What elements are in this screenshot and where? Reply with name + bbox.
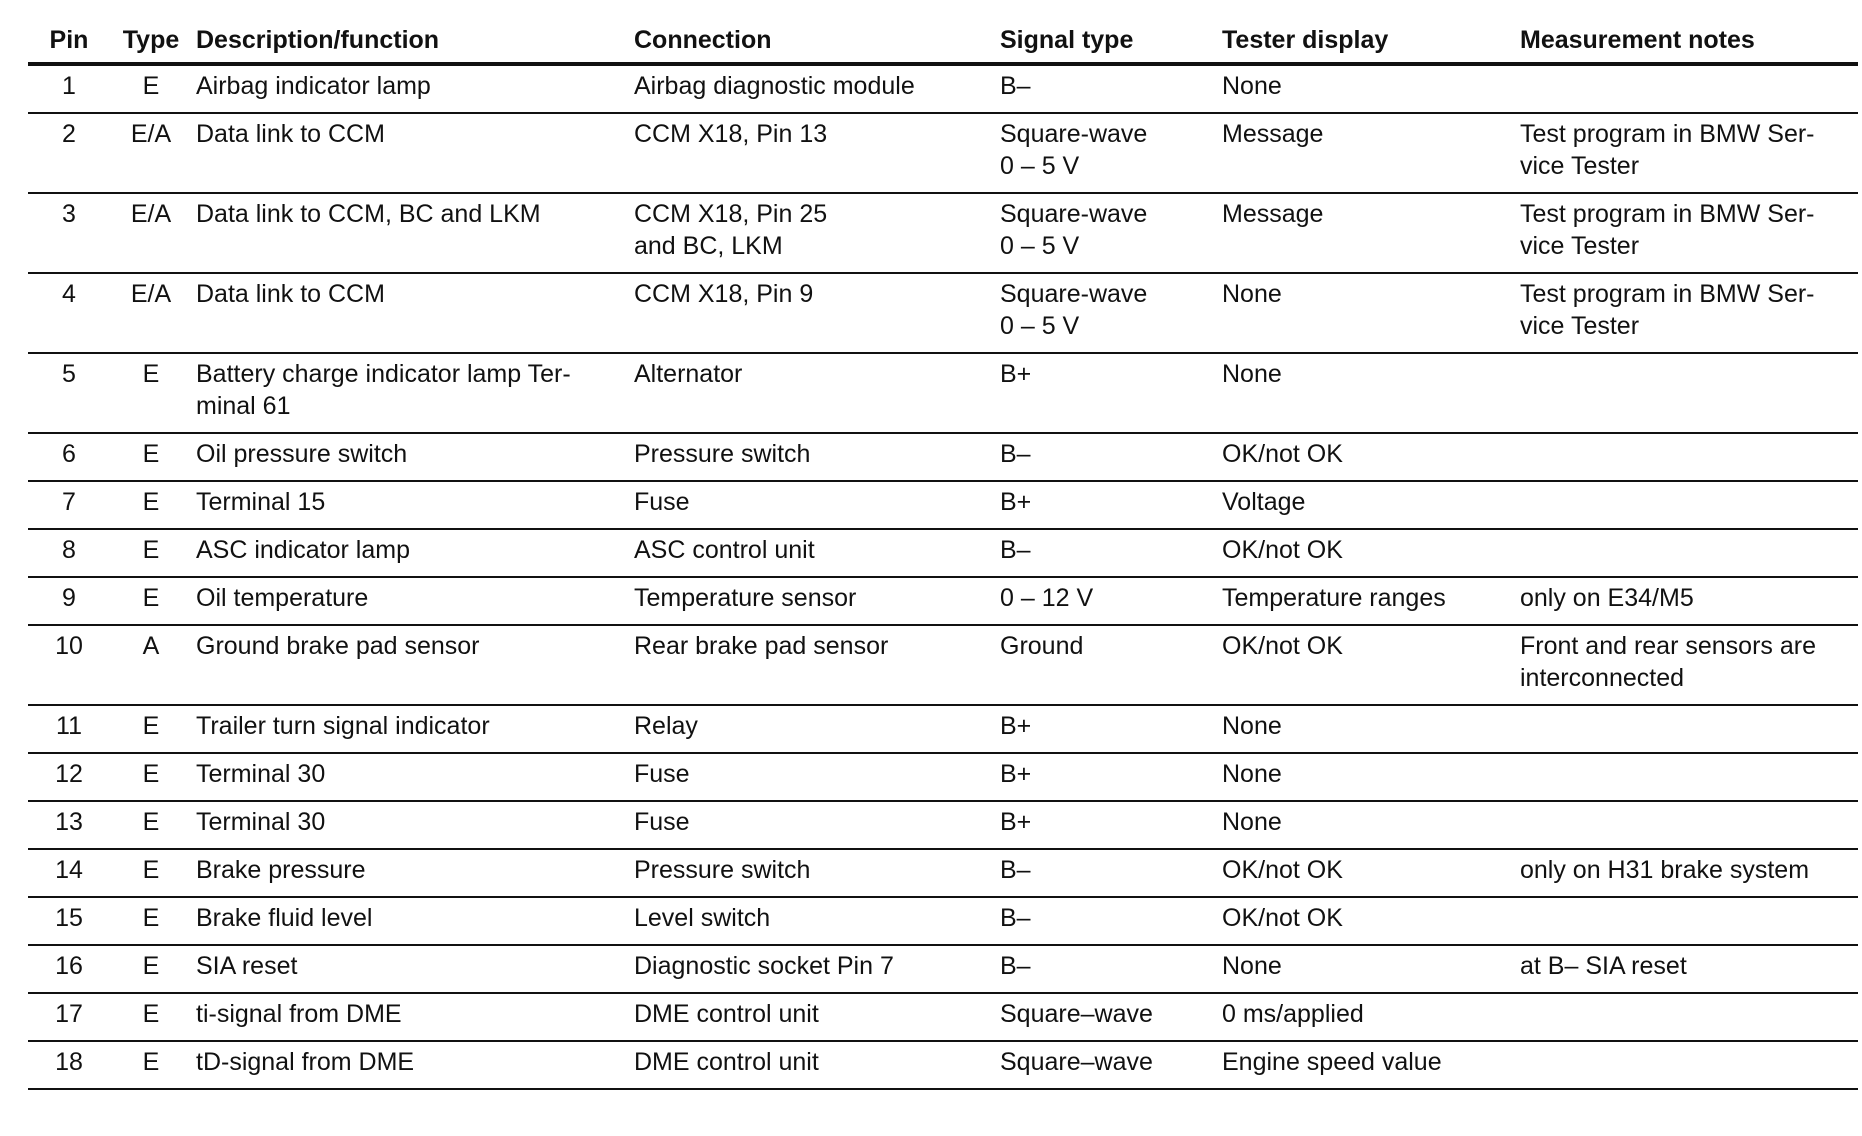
cell-connection — [630, 577, 996, 625]
cell-measurement-notes — [1516, 1041, 1858, 1089]
table-row — [28, 481, 1858, 529]
cell-connection-line: Airbag diagnostic module — [634, 72, 915, 100]
table-row — [28, 801, 1858, 849]
table-row — [28, 945, 1858, 993]
cell-description — [192, 353, 630, 433]
cell-connection-line: Rear brake pad sensor — [634, 632, 889, 660]
header-type: Type — [110, 14, 192, 64]
cell-tester-display — [1218, 753, 1516, 801]
cell-connection-line: CCM X18, Pin 13 — [634, 120, 828, 148]
table-row — [28, 993, 1858, 1041]
cell-pin: 3 — [28, 193, 110, 273]
cell-measurement-notes — [1516, 193, 1858, 273]
cell-signal-type — [996, 625, 1218, 705]
cell-signal-type-line: B+ — [1000, 360, 1032, 388]
cell-description — [192, 801, 630, 849]
cell-connection-line: Pressure switch — [634, 856, 811, 884]
cell-connection-line: Fuse — [634, 488, 690, 516]
cell-type: E — [110, 529, 192, 577]
cell-connection-line: Diagnostic socket Pin 7 — [634, 952, 894, 980]
cell-signal-type-line: Square–wave — [1000, 1000, 1153, 1028]
cell-pin: 4 — [28, 273, 110, 353]
cell-signal-type — [996, 273, 1218, 353]
cell-measurement-notes — [1516, 993, 1858, 1041]
cell-measurement-notes-line: Test program in BMW Ser- — [1520, 280, 1815, 308]
cell-connection — [630, 433, 996, 481]
cell-description — [192, 113, 630, 193]
table-row — [28, 273, 1858, 353]
cell-tester-display — [1218, 113, 1516, 193]
cell-type: E — [110, 433, 192, 481]
cell-tester-display-line: None — [1222, 360, 1282, 388]
cell-signal-type-line: 0 – 5 V — [1000, 232, 1080, 260]
cell-tester-display-line: None — [1222, 712, 1282, 740]
cell-type: E — [110, 577, 192, 625]
cell-connection — [630, 945, 996, 993]
cell-tester-display — [1218, 1041, 1516, 1089]
cell-measurement-notes-line: Front and rear sensors are — [1520, 632, 1816, 660]
cell-type: E — [110, 481, 192, 529]
cell-pin: 8 — [28, 529, 110, 577]
cell-pin: 15 — [28, 897, 110, 945]
cell-connection-line: and BC, LKM — [634, 232, 783, 260]
cell-measurement-notes-line: only on H31 brake system — [1520, 856, 1810, 884]
cell-tester-display — [1218, 897, 1516, 945]
cell-tester-display — [1218, 481, 1516, 529]
cell-tester-display — [1218, 945, 1516, 993]
cell-description — [192, 433, 630, 481]
cell-signal-type-line: 0 – 5 V — [1000, 152, 1080, 180]
cell-signal-type — [996, 1041, 1218, 1089]
cell-tester-display-line: None — [1222, 952, 1282, 980]
cell-tester-display — [1218, 801, 1516, 849]
cell-description-line: Brake fluid level — [196, 904, 373, 932]
cell-measurement-notes — [1516, 64, 1858, 113]
cell-connection-line: Pressure switch — [634, 440, 811, 468]
cell-connection — [630, 993, 996, 1041]
cell-tester-display-line: 0 ms/applied — [1222, 1000, 1364, 1028]
cell-signal-type-line: Square-wave — [1000, 120, 1148, 148]
cell-pin: 2 — [28, 113, 110, 193]
cell-tester-display — [1218, 353, 1516, 433]
cell-pin: 10 — [28, 625, 110, 705]
cell-description — [192, 64, 630, 113]
cell-description — [192, 625, 630, 705]
cell-description — [192, 529, 630, 577]
cell-connection-line: CCM X18, Pin 25 — [634, 200, 828, 228]
cell-connection-line: Alternator — [634, 360, 743, 388]
cell-measurement-notes-line: Test program in BMW Ser- — [1520, 120, 1815, 148]
cell-tester-display-line: OK/not OK — [1222, 440, 1343, 468]
cell-type: E/A — [110, 113, 192, 193]
cell-tester-display-line: Voltage — [1222, 488, 1306, 516]
cell-measurement-notes-line: only on E34/M5 — [1520, 584, 1694, 612]
cell-measurement-notes — [1516, 353, 1858, 433]
cell-connection — [630, 193, 996, 273]
cell-description-line: minal 61 — [196, 392, 291, 420]
table-row — [28, 64, 1858, 113]
cell-description — [192, 1041, 630, 1089]
cell-measurement-notes — [1516, 625, 1858, 705]
cell-type: E — [110, 64, 192, 113]
cell-signal-type-line: B– — [1000, 440, 1031, 468]
cell-pin: 5 — [28, 353, 110, 433]
cell-pin: 9 — [28, 577, 110, 625]
cell-connection-line: Relay — [634, 712, 698, 740]
cell-connection — [630, 64, 996, 113]
cell-pin: 16 — [28, 945, 110, 993]
cell-tester-display-line: None — [1222, 280, 1282, 308]
table-row — [28, 353, 1858, 433]
cell-signal-type-line: B– — [1000, 536, 1031, 564]
cell-signal-type-line: 0 – 12 V — [1000, 584, 1094, 612]
cell-tester-display — [1218, 193, 1516, 273]
cell-measurement-notes — [1516, 753, 1858, 801]
cell-description-line: Data link to CCM, BC and LKM — [196, 200, 541, 228]
cell-tester-display-line: Message — [1222, 200, 1324, 228]
header-measurement-notes: Measurement notes — [1516, 14, 1858, 64]
header-row — [28, 14, 1858, 64]
cell-signal-type — [996, 897, 1218, 945]
cell-description — [192, 577, 630, 625]
cell-signal-type-line: B+ — [1000, 808, 1032, 836]
cell-type: E — [110, 705, 192, 753]
cell-pin: 7 — [28, 481, 110, 529]
cell-measurement-notes — [1516, 113, 1858, 193]
cell-signal-type-line: B+ — [1000, 712, 1032, 740]
cell-type: E — [110, 353, 192, 433]
table-row — [28, 897, 1858, 945]
cell-pin: 17 — [28, 993, 110, 1041]
table-row — [28, 625, 1858, 705]
cell-type: E — [110, 849, 192, 897]
cell-tester-display — [1218, 64, 1516, 113]
cell-signal-type — [996, 945, 1218, 993]
cell-measurement-notes-line: Test program in BMW Ser- — [1520, 200, 1815, 228]
cell-measurement-notes — [1516, 897, 1858, 945]
cell-description-line: Oil pressure switch — [196, 440, 408, 468]
cell-description — [192, 753, 630, 801]
cell-description-line: Oil temperature — [196, 584, 369, 612]
cell-connection — [630, 113, 996, 193]
pin-assignment-table — [28, 14, 1858, 1090]
cell-signal-type — [996, 433, 1218, 481]
cell-description-line: ASC indicator lamp — [196, 536, 410, 564]
table-row — [28, 753, 1858, 801]
cell-signal-type-line: B– — [1000, 904, 1031, 932]
cell-pin: 12 — [28, 753, 110, 801]
cell-signal-type — [996, 849, 1218, 897]
cell-pin: 6 — [28, 433, 110, 481]
cell-type: A — [110, 625, 192, 705]
cell-type: E — [110, 801, 192, 849]
cell-tester-display-line: Message — [1222, 120, 1324, 148]
cell-tester-display — [1218, 577, 1516, 625]
cell-type: E — [110, 993, 192, 1041]
cell-description-line: Trailer turn signal indicator — [196, 712, 490, 740]
cell-signal-type-line: Ground — [1000, 632, 1084, 660]
cell-description — [192, 849, 630, 897]
cell-signal-type — [996, 64, 1218, 113]
cell-signal-type — [996, 529, 1218, 577]
cell-pin: 18 — [28, 1041, 110, 1089]
table-row — [28, 113, 1858, 193]
cell-signal-type-line: B+ — [1000, 488, 1032, 516]
cell-pin: 14 — [28, 849, 110, 897]
cell-connection — [630, 353, 996, 433]
cell-connection — [630, 753, 996, 801]
cell-measurement-notes — [1516, 529, 1858, 577]
cell-description-line: Terminal 30 — [196, 808, 326, 836]
table-row — [28, 529, 1858, 577]
cell-connection — [630, 849, 996, 897]
cell-connection-line: DME control unit — [634, 1048, 819, 1076]
cell-measurement-notes — [1516, 433, 1858, 481]
cell-connection — [630, 801, 996, 849]
cell-description — [192, 897, 630, 945]
cell-connection — [630, 273, 996, 353]
table-row — [28, 433, 1858, 481]
cell-tester-display — [1218, 529, 1516, 577]
cell-connection — [630, 529, 996, 577]
cell-type: E — [110, 945, 192, 993]
cell-connection-line: Level switch — [634, 904, 771, 932]
cell-signal-type-line: 0 – 5 V — [1000, 312, 1080, 340]
cell-signal-type-line: B– — [1000, 72, 1031, 100]
cell-pin: 11 — [28, 705, 110, 753]
cell-tester-display-line: None — [1222, 72, 1282, 100]
cell-description-line: Terminal 30 — [196, 760, 326, 788]
cell-description-line: Terminal 15 — [196, 488, 326, 516]
cell-description-line: ti-signal from DME — [196, 1000, 402, 1028]
cell-connection — [630, 1041, 996, 1089]
cell-signal-type — [996, 481, 1218, 529]
cell-description — [192, 993, 630, 1041]
cell-description — [192, 705, 630, 753]
cell-signal-type — [996, 353, 1218, 433]
cell-measurement-notes — [1516, 705, 1858, 753]
cell-measurement-notes-line: vice Tester — [1520, 312, 1640, 340]
table-row — [28, 705, 1858, 753]
cell-description-line: Ground brake pad sensor — [196, 632, 480, 660]
cell-signal-type-line: B+ — [1000, 760, 1032, 788]
cell-measurement-notes-line: vice Tester — [1520, 152, 1640, 180]
cell-measurement-notes-line: interconnected — [1520, 664, 1685, 692]
cell-signal-type-line: Square-wave — [1000, 200, 1148, 228]
cell-tester-display-line: Temperature ranges — [1222, 584, 1446, 612]
cell-signal-type-line: B– — [1000, 952, 1031, 980]
cell-tester-display-line: OK/not OK — [1222, 856, 1343, 884]
cell-measurement-notes-line: vice Tester — [1520, 232, 1640, 260]
cell-pin: 13 — [28, 801, 110, 849]
cell-tester-display-line: OK/not OK — [1222, 632, 1343, 660]
cell-type: E/A — [110, 193, 192, 273]
cell-description-line: Airbag indicator lamp — [196, 72, 431, 100]
header-pin: Pin — [28, 14, 110, 64]
cell-connection-line: Fuse — [634, 808, 690, 836]
cell-connection — [630, 705, 996, 753]
cell-tester-display-line: OK/not OK — [1222, 904, 1343, 932]
table-body — [28, 64, 1858, 1089]
cell-signal-type — [996, 705, 1218, 753]
cell-measurement-notes-line: at B– SIA reset — [1520, 952, 1687, 980]
table-row — [28, 577, 1858, 625]
cell-description — [192, 273, 630, 353]
cell-tester-display — [1218, 273, 1516, 353]
cell-connection-line: CCM X18, Pin 9 — [634, 280, 814, 308]
table-row — [28, 849, 1858, 897]
cell-description-line: Data link to CCM — [196, 280, 385, 308]
cell-tester-display-line: None — [1222, 760, 1282, 788]
cell-signal-type-line: Square–wave — [1000, 1048, 1153, 1076]
cell-signal-type — [996, 753, 1218, 801]
cell-tester-display-line: None — [1222, 808, 1282, 836]
cell-pin: 1 — [28, 64, 110, 113]
cell-type: E — [110, 1041, 192, 1089]
cell-description-line: Brake pressure — [196, 856, 366, 884]
cell-description-line: SIA reset — [196, 952, 298, 980]
cell-measurement-notes — [1516, 945, 1858, 993]
cell-connection-line: Fuse — [634, 760, 690, 788]
cell-connection — [630, 625, 996, 705]
cell-tester-display — [1218, 993, 1516, 1041]
cell-description-line: Data link to CCM — [196, 120, 385, 148]
cell-tester-display — [1218, 849, 1516, 897]
cell-description — [192, 481, 630, 529]
cell-tester-display — [1218, 705, 1516, 753]
cell-measurement-notes — [1516, 481, 1858, 529]
header-tester-display: Tester display — [1218, 14, 1516, 64]
cell-tester-display-line: OK/not OK — [1222, 536, 1343, 564]
cell-measurement-notes — [1516, 273, 1858, 353]
cell-connection — [630, 897, 996, 945]
header-description: Description/function — [192, 14, 630, 64]
cell-signal-type — [996, 801, 1218, 849]
cell-signal-type — [996, 113, 1218, 193]
cell-connection-line: ASC control unit — [634, 536, 815, 564]
cell-type: E — [110, 897, 192, 945]
cell-description — [192, 193, 630, 273]
cell-type: E — [110, 753, 192, 801]
cell-measurement-notes — [1516, 849, 1858, 897]
header-signal-type: Signal type — [996, 14, 1218, 64]
cell-measurement-notes — [1516, 801, 1858, 849]
cell-signal-type — [996, 577, 1218, 625]
cell-tester-display — [1218, 433, 1516, 481]
cell-description-line: tD-signal from DME — [196, 1048, 415, 1076]
cell-connection-line: DME control unit — [634, 1000, 819, 1028]
header-connection: Connection — [630, 14, 996, 64]
cell-connection — [630, 481, 996, 529]
cell-signal-type-line: Square-wave — [1000, 280, 1148, 308]
table-row — [28, 193, 1858, 273]
cell-description — [192, 945, 630, 993]
cell-signal-type — [996, 193, 1218, 273]
cell-signal-type-line: B– — [1000, 856, 1031, 884]
cell-tester-display-line: Engine speed value — [1222, 1048, 1442, 1076]
cell-signal-type — [996, 993, 1218, 1041]
cell-connection-line: Temperature sensor — [634, 584, 857, 612]
cell-type: E/A — [110, 273, 192, 353]
table-row — [28, 1041, 1858, 1089]
cell-description-line: Battery charge indicator lamp Ter- — [196, 360, 571, 388]
cell-tester-display — [1218, 625, 1516, 705]
cell-measurement-notes — [1516, 577, 1858, 625]
